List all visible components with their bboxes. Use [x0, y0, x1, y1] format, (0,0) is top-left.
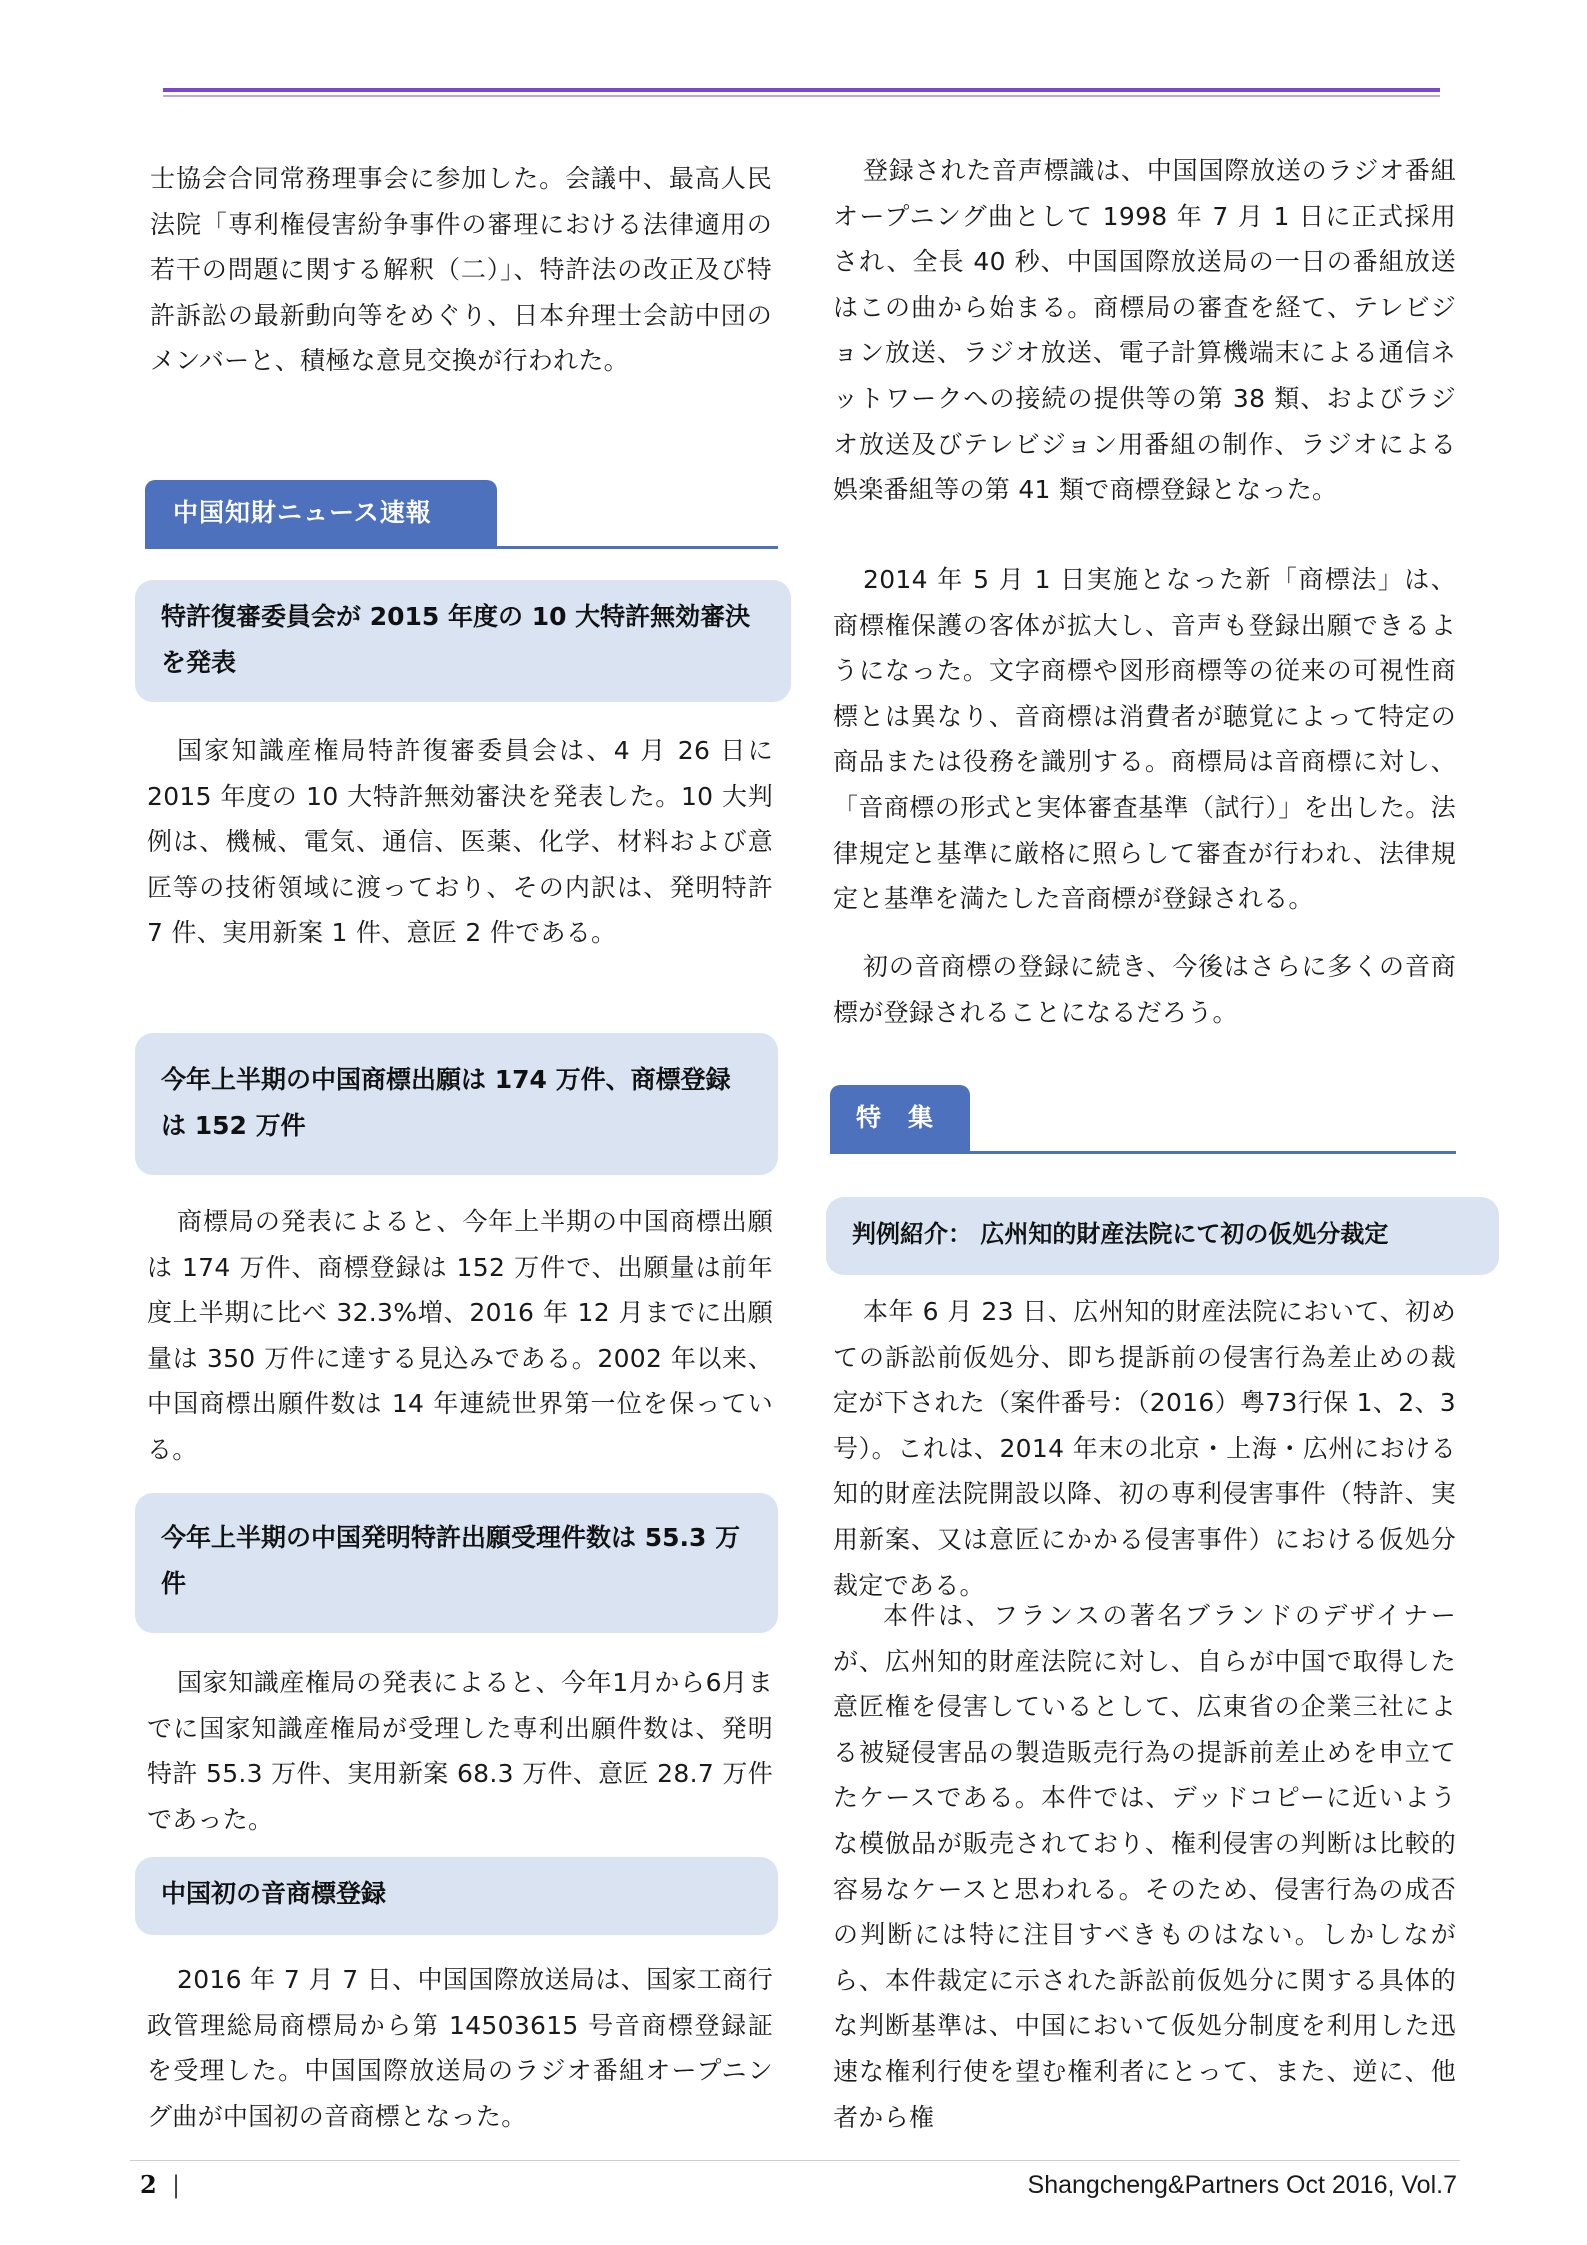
- section-underline-news: [145, 546, 778, 549]
- article-heading-3: 今年上半期の中国発明特許出願受理件数は 55.3 万件: [135, 1493, 778, 1633]
- article-body-2: 商標局の発表によると、今年上半期の中国商標出願は 174 万件、商標登録は 152 万件で、出願量は前年度上半期に比べ 32.3%増、2016 年 12 月までに出願量は 350 万件に達する見込みである。2002 年以来、中国商標出願件数は 14 年連続世界第一位を保っている。: [147, 1207, 773, 1464]
- article-heading-4: 中国初の音商標登録: [135, 1857, 778, 1935]
- section-tab-news: 中国知財ニュース速報: [145, 480, 497, 546]
- intro-paragraph: 士協会合同常務理事会に参加した。会議中、最高人民法院「専利権侵害紛争事件の審理における法律適用の若干の問題に関する解釈（二）」、特許法の改正及び特許訴訟の最新動向等をめぐり、日本弁理士会訪中団のメンバーと、積極な意見交換が行われた。: [150, 164, 772, 376]
- right-paragraph-2: 2014 年 5 月 1 日実施となった新「商標法」は、商標権保護の客体が拡大し、音声も登録出願できるようになった。文字商標や図形商標等の従来の可視性商標とは異なり、音商標は消費者が聴覚によって特定の商品または役務を識別する。商標局は音商標に対し、「音商標の形式と実体審査基準（試行）」を出した。法律規定と基準に厳格に照らして審査が行われ、法律規定と基準を満たした音商標が登録される。: [833, 565, 1456, 914]
- article-heading-2: 今年上半期の中国商標出願は 174 万件、商標登録は 152 万件: [135, 1033, 778, 1175]
- article-body-4: 2016 年 7 月 7 日、中国国際放送局は、国家工商行政管理総局商標局から第 14503615 号音商標登録証を受理した。中国国際放送局のラジオ番組オープニング曲が中国初の音商標となった。: [147, 1965, 773, 2131]
- page-number: 2: [140, 2170, 157, 2199]
- article-heading-1: 特許復審委員会が 2015 年度の 10 大特許無効審決を発表: [135, 580, 791, 702]
- footer-rule: [130, 2160, 1460, 2161]
- article-body-1: 国家知識産権局特許復審委員会は、4 月 26 日に 2015 年度の 10 大特許無効審決を発表した。10 大判例は、機械、電気、通信、医薬、化学、材料および意匠等の技術領域に渡っており、その内訳は、発明特許 7 件、実用新案 1 件、意匠 2 件である。: [147, 736, 773, 948]
- case-paragraph-1: 本年 6 月 23 日、広州知的財産法院において、初めての訴訟前仮処分、即ち提訴前の侵害行為差止めの裁定が下された（案件番号：（2016）粤73行保 1、2、3 号）。これは、2014 年末の北京・上海・広州における知的財産法院開設以降、初の専利侵害事件（特許、実用新案、又は意匠にかかる侵害事件）における仮処分裁定である。: [833, 1297, 1456, 1600]
- right-paragraph-1: 登録された音声標識は、中国国際放送のラジオ番組オープニング曲として 1998 年 7 月 1 日に正式採用され、全長 40 秒、中国国際放送局の一日の番組放送はこの曲から始まる。商標局の審査を経て、テレビジョン放送、ラジオ放送、電子計算機端末による通信ネットワークへの接続の提供等の第 38 類、およびラジオ放送及びテレビジョン用番組の制作、ラジオによる娯楽番組等の第 41 類で商標登録となった。: [833, 156, 1456, 505]
- right-paragraph-3: 初の音商標の登録に続き、今後はさらに多くの音商標が登録されることになるだろう。: [833, 952, 1456, 1027]
- header-rule-thin: [163, 95, 1440, 97]
- case-heading: 判例紹介： 広州知的財産法院にて初の仮処分裁定: [826, 1197, 1499, 1275]
- issue-label: Shangcheng&Partners Oct 2016, Vol.7: [1027, 2171, 1457, 2199]
- header-rule: [163, 88, 1440, 92]
- section-underline-feature: [830, 1151, 1456, 1154]
- section-tab-feature: 特 集: [830, 1085, 970, 1151]
- case-paragraph-2: 本件は、フランスの著名ブランドのデザイナーが、広州知的財産法院に対し、自らが中国で取得した意匠権を侵害しているとして、広東省の企業三社による被疑侵害品の製造販売行為の提訴前差止めを申立てたケースである。本件では、デッドコピーに近いような模倣品が販売されており、権利侵害の判断は比較的容易なケースと思われる。そのため、侵害行為の成否の判断には特に注目すべきものはない。しかしながら、本件裁定に示された訴訟前仮処分に関する具体的な判断基準は、中国において仮処分制度を利用した迅速な権利行使を望む権利者にとって、また、逆に、他者から権: [833, 1601, 1456, 2132]
- article-body-3: 国家知識産権局の発表によると、今年1月から6月までに国家知識産権局が受理した専利出願件数は、発明特許 55.3 万件、実用新案 68.3 万件、意匠 28.7 万件であった。: [147, 1668, 773, 1834]
- footer-separator: |: [172, 2171, 181, 2199]
